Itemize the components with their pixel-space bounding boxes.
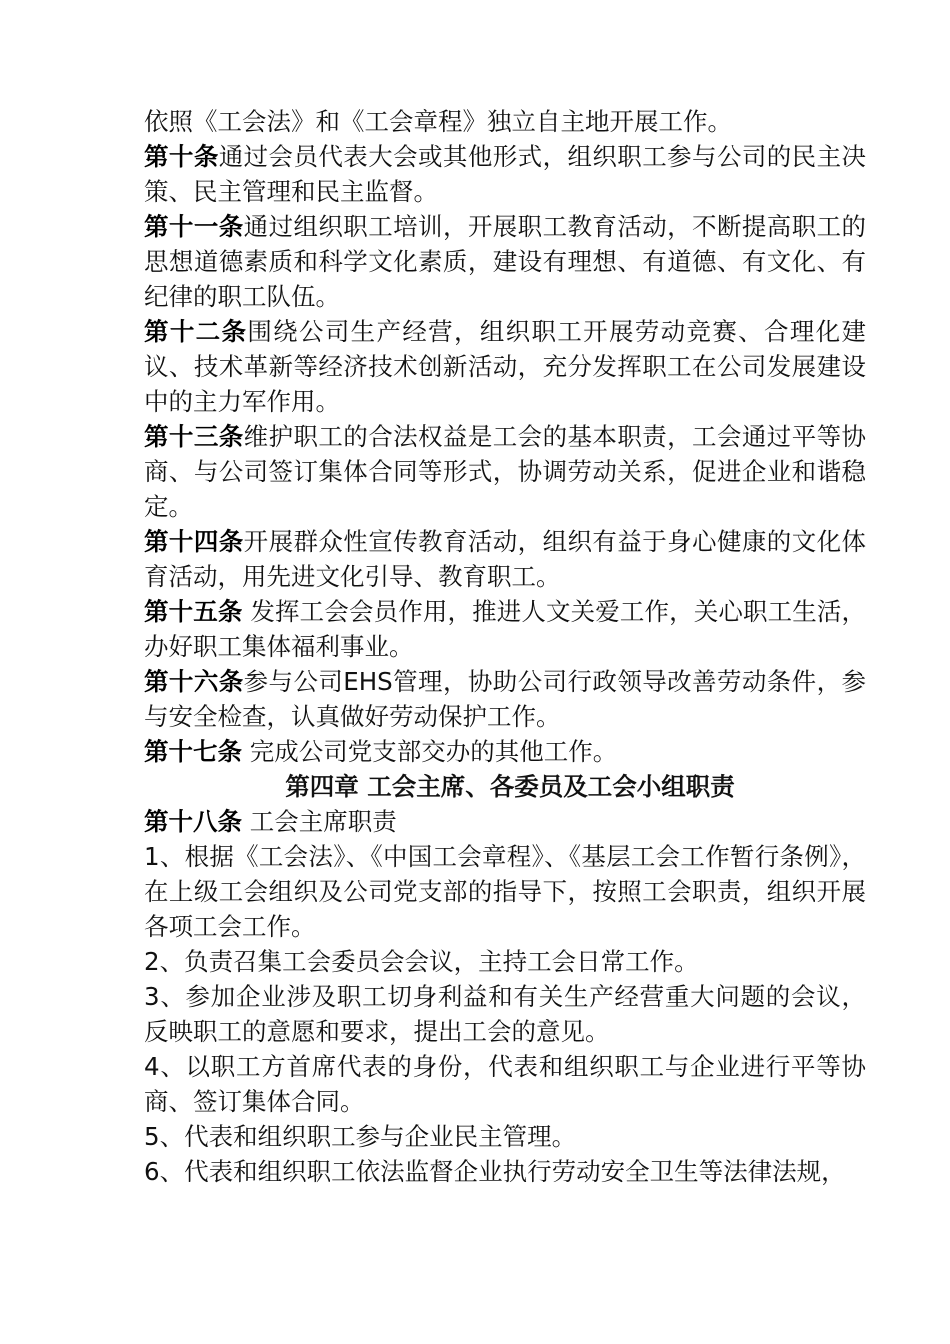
article-text: 完成公司党支部交办的其他工作。 bbox=[242, 737, 618, 766]
article-number: 第十二条 bbox=[144, 317, 248, 346]
list-item: 2、负责召集工会委员会会议，主持工会日常工作。 bbox=[144, 947, 699, 976]
article-16 bbox=[144, 664, 866, 734]
list-item: 6、代表和组织职工依法监督企业执行劳动安全卫生等法律法规， bbox=[144, 1157, 846, 1186]
list-item: 5、代表和组织职工参与企业民主管理。 bbox=[144, 1122, 577, 1151]
article-text: 开展群众性宣传教育活动，组织有益于身心健康的文化体育活动，用先进文化引导、教育职工。 bbox=[144, 527, 867, 591]
article-number: 第十八条 bbox=[144, 807, 242, 836]
article-number: 第十五条 bbox=[144, 597, 243, 626]
article-text: 发挥工会会员作用，推进人文关爱工作，关心职工生活，办好职工集体福利事业。 bbox=[144, 597, 866, 661]
article-11 bbox=[144, 209, 866, 314]
article-number: 第十七条 bbox=[144, 737, 242, 766]
article-12 bbox=[144, 314, 866, 419]
article-13 bbox=[144, 419, 866, 524]
article-number: 第十条 bbox=[144, 142, 219, 171]
chapter-heading: 第四章 工会主席、各委员及工会小组职责 bbox=[285, 772, 735, 801]
list-item: 1、根据《工会法》、《中国工会章程》、《基层工会工作暂行条例》，在上级工会组织及公司党支部的指导下，按照工会职责，组织开展各项工会工作。 bbox=[144, 842, 866, 941]
article-number: 第十一条 bbox=[144, 212, 244, 241]
article-number: 第十四条 bbox=[144, 527, 244, 556]
list-item: 4、以职工方首席代表的身份，代表和组织职工与企业进行平等协商、签订集体合同。 bbox=[144, 1052, 866, 1116]
article-17 bbox=[144, 734, 866, 769]
article-10 bbox=[144, 139, 866, 209]
document-page bbox=[144, 104, 866, 1189]
intro-paragraph: 依照《工会法》和《工会章程》独立自主地开展工作。 bbox=[144, 107, 732, 136]
article-text: 通过组织职工培训，开展职工教育活动，不断提高职工的思想道德素质和科学文化素质，建设有理想、有道德、有文化、有纪律的职工队伍。 bbox=[144, 212, 867, 311]
article-text: 维护职工的合法权益是工会的基本职责，工会通过平等协商、与公司签订集体合同等形式，协调劳动关系，促进企业和谐稳定。 bbox=[144, 422, 867, 521]
article-18 bbox=[144, 804, 866, 839]
list-item: 3、参加企业涉及职工切身利益和有关生产经营重大问题的会议，反映职工的意愿和要求，提出工会的意见。 bbox=[144, 982, 866, 1046]
article-text: 参与公司EHS管理，协助公司行政领导改善劳动条件，参与安全检查，认真做好劳动保护工作。 bbox=[144, 667, 867, 731]
article-number: 第十六条 bbox=[144, 667, 244, 696]
article-text: 工会主席职责 bbox=[242, 807, 397, 836]
article-text: 通过会员代表大会或其他形式，组织职工参与公司的民主决策、民主管理和民主监督。 bbox=[144, 142, 866, 206]
article-text: 围绕公司生产经营，组织职工开展劳动竞赛、合理化建议、技术革新等经济技术创新活动，充分发挥职工在公司发展建设中的主力军作用。 bbox=[144, 317, 867, 416]
article-number: 第十三条 bbox=[144, 422, 244, 451]
article-14 bbox=[144, 524, 866, 594]
article-15 bbox=[144, 594, 866, 664]
